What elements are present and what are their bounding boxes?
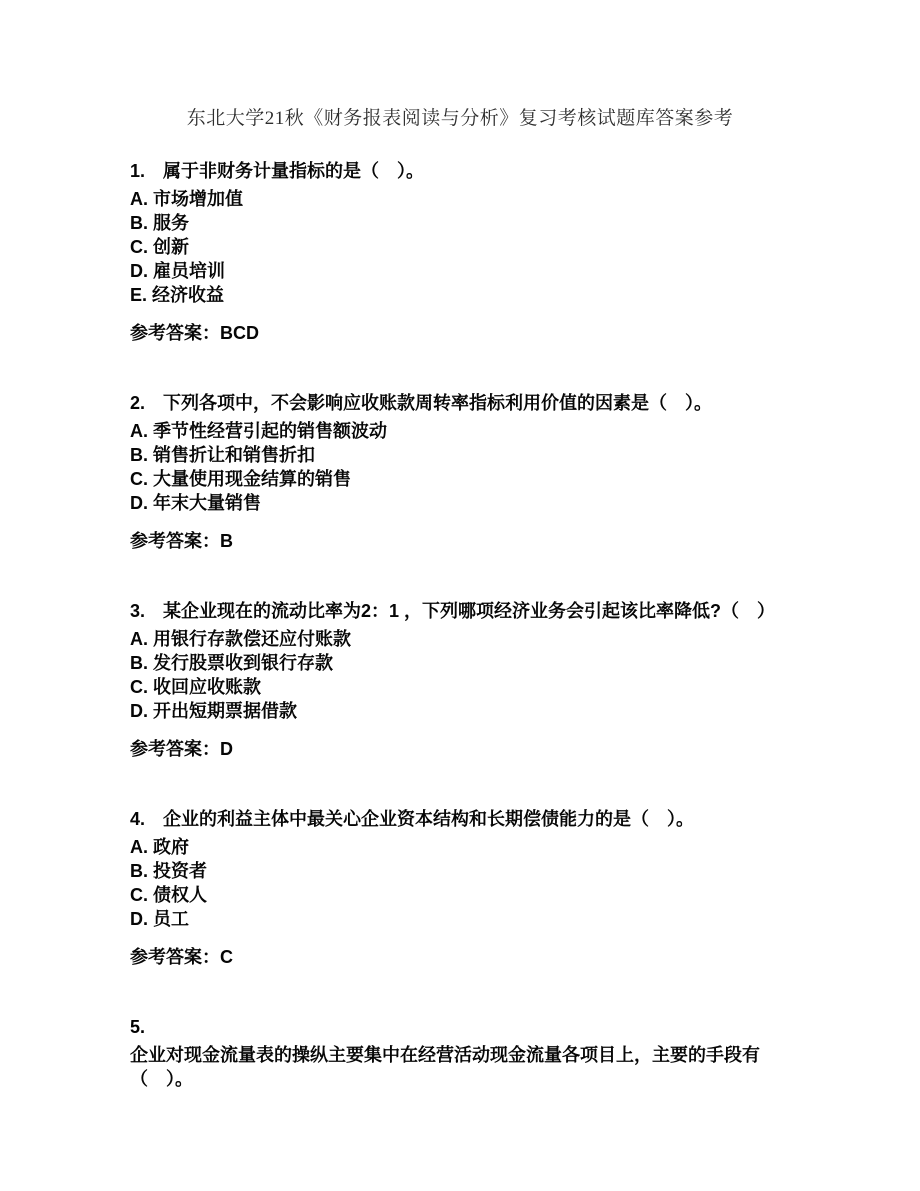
question-4-option-b: B. 投资者 bbox=[130, 861, 208, 881]
question-2-answer-value: B bbox=[220, 531, 233, 551]
question-1-stem: 属于非财务计量指标的是（ ）。 bbox=[163, 161, 424, 181]
question-2-number: 2. bbox=[130, 393, 146, 413]
page-title: 东北大学21秋《财务报表阅读与分析》复习考核试题库答案参考 bbox=[186, 108, 734, 129]
question-2-answer-line bbox=[130, 529, 790, 553]
question-3 bbox=[130, 599, 790, 761]
question-1-answer-value: BCD bbox=[220, 323, 259, 343]
question-2-option-a: A. 季节性经营引起的销售额波动 bbox=[130, 421, 387, 441]
question-3-option-d: D. 开出短期票据借款 bbox=[130, 701, 298, 721]
answer-label: 参考答案： bbox=[130, 323, 220, 343]
question-1-option-b: B. 服务 bbox=[130, 213, 190, 233]
question-4-number: 4. bbox=[130, 809, 146, 829]
question-4-option-d: D. 员工 bbox=[130, 909, 190, 929]
question-2-stem: 下列各项中，不会影响应收账款周转率指标利用价值的因素是（ ）。 bbox=[163, 393, 712, 413]
question-3-number: 3. bbox=[130, 601, 146, 621]
question-2-option-b: B. 销售折让和销售折扣 bbox=[130, 445, 316, 465]
question-1-option-d: D. 雇员培训 bbox=[130, 261, 226, 281]
question-5-number: 5. bbox=[130, 1017, 146, 1037]
question-4-answer-value: C bbox=[220, 947, 233, 967]
question-1-stem-line bbox=[130, 159, 790, 183]
question-4-answer-line bbox=[130, 945, 790, 969]
question-1-number: 1. bbox=[130, 161, 146, 181]
question-1-option-c: C. 创新 bbox=[130, 237, 190, 257]
question-4-option-a: A. 政府 bbox=[130, 837, 190, 857]
question-3-option-b: B. 发行股票收到银行存款 bbox=[130, 653, 333, 673]
question-3-stem: 某企业现在的流动比率为2：1 ，下列哪项经济业务会引起该比率降低?（ ） bbox=[163, 601, 776, 621]
question-2-option-c: C. 大量使用现金结算的销售 bbox=[130, 469, 351, 489]
question-4-stem: 企业的利益主体中最关心企业资本结构和长期偿债能力的是（ ）。 bbox=[163, 809, 694, 829]
question-4 bbox=[130, 807, 790, 969]
question-3-answer-line bbox=[130, 737, 790, 761]
question-3-stem-line bbox=[130, 599, 790, 623]
question-1 bbox=[130, 159, 790, 345]
question-3-option-c: C. 收回应收账款 bbox=[130, 677, 262, 697]
answer-label: 参考答案： bbox=[130, 531, 220, 551]
question-3-option-a: A. 用银行存款偿还应付账款 bbox=[130, 629, 351, 649]
answer-label: 参考答案： bbox=[130, 947, 220, 967]
question-5-stem: 企业对现金流量表的操纵主要集中在经营活动现金流量各项目上，主要的手段有（ ）。 bbox=[130, 1045, 760, 1089]
question-1-answer-line bbox=[130, 321, 790, 345]
question-5 bbox=[130, 1015, 790, 1091]
question-4-option-c: C. 债权人 bbox=[130, 885, 208, 905]
question-3-answer-value: D bbox=[220, 739, 233, 759]
question-1-option-a: A. 市场增加值 bbox=[130, 189, 244, 209]
question-1-option-e: E. 经济收益 bbox=[130, 285, 225, 305]
question-2 bbox=[130, 391, 790, 553]
question-2-stem-line bbox=[130, 391, 790, 415]
answer-label: 参考答案： bbox=[130, 739, 220, 759]
question-4-stem-line bbox=[130, 807, 790, 831]
question-2-option-d: D. 年末大量销售 bbox=[130, 493, 262, 513]
